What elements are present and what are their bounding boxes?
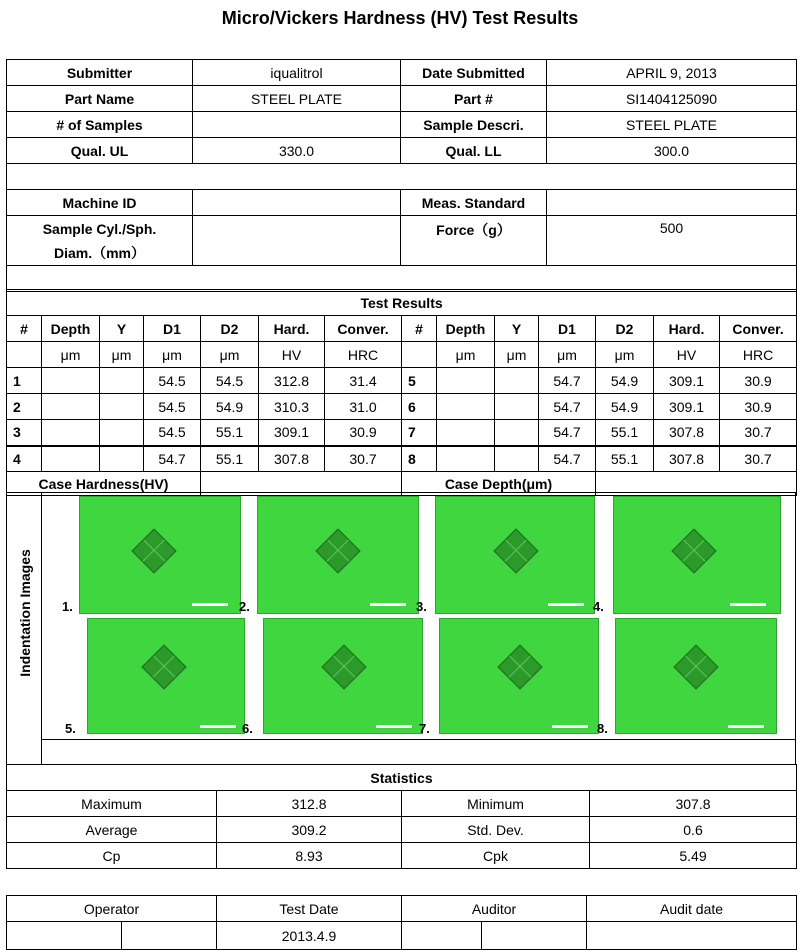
row-number: 1 bbox=[7, 368, 42, 394]
table-cell: 30.7 bbox=[325, 446, 402, 472]
table-row bbox=[7, 394, 797, 420]
sample-desc-value: STEEL PLATE bbox=[547, 112, 797, 138]
cpk-label: Cpk bbox=[402, 843, 590, 869]
indentation-mark bbox=[131, 528, 176, 573]
sample-desc-label: Sample Descri. bbox=[401, 112, 547, 138]
unit-cell: μm bbox=[201, 342, 259, 368]
indentation-mark bbox=[321, 644, 366, 689]
table-cell: 54.7 bbox=[539, 368, 596, 394]
table-cell: 30.9 bbox=[325, 420, 402, 446]
col-header: # bbox=[402, 316, 437, 342]
table-cell: 54.7 bbox=[539, 420, 596, 446]
operator-label: Operator bbox=[7, 896, 217, 922]
info-table bbox=[6, 59, 797, 292]
spacer-row bbox=[7, 266, 797, 292]
indentation-images-label: Indentation Images bbox=[17, 549, 33, 677]
cp-value: 8.93 bbox=[217, 843, 402, 869]
row-number: 4 bbox=[7, 446, 42, 472]
table-cell: 30.7 bbox=[720, 446, 797, 472]
unit-cell: HV bbox=[654, 342, 720, 368]
unit-cell: HRC bbox=[720, 342, 797, 368]
table-cell bbox=[437, 446, 495, 472]
scale-bar bbox=[728, 725, 764, 728]
qual-ll-label: Qual. LL bbox=[401, 138, 547, 164]
table-cell: 30.7 bbox=[720, 420, 797, 446]
auditor-value bbox=[402, 922, 482, 950]
unit-cell: μm bbox=[495, 342, 539, 368]
machine-id-value bbox=[193, 190, 401, 216]
row-number: 6 bbox=[402, 394, 437, 420]
diam-label bbox=[7, 216, 193, 266]
diam-label-line1: Sample Cyl./Sph. bbox=[42, 220, 157, 237]
part-no-label: Part # bbox=[401, 86, 547, 112]
table-cell: 54.9 bbox=[201, 394, 259, 420]
table-cell bbox=[437, 368, 495, 394]
table-cell: 54.9 bbox=[596, 394, 654, 420]
qual-ul-label: Qual. UL bbox=[7, 138, 193, 164]
cp-label: Cp bbox=[7, 843, 217, 869]
image-number: 1. bbox=[62, 599, 73, 614]
test-date-value: 2013.4.9 bbox=[217, 922, 402, 950]
scale-bar bbox=[730, 603, 766, 606]
indentation-image-8 bbox=[615, 618, 777, 734]
row-number: 5 bbox=[402, 368, 437, 394]
table-cell bbox=[42, 446, 100, 472]
table-cell: 307.8 bbox=[259, 446, 325, 472]
image-number: 5. bbox=[65, 721, 76, 736]
row-number: 3 bbox=[7, 420, 42, 446]
maximum-label: Maximum bbox=[7, 791, 217, 817]
table-cell: 309.1 bbox=[259, 420, 325, 446]
table-cell bbox=[42, 420, 100, 446]
indentation-image-7 bbox=[439, 618, 599, 734]
signoff-table bbox=[6, 895, 797, 950]
results-table bbox=[6, 289, 797, 496]
col-header: D2 bbox=[201, 316, 259, 342]
table-cell: 54.7 bbox=[144, 446, 201, 472]
col-header: Y bbox=[495, 316, 539, 342]
unit-cell: μm bbox=[144, 342, 201, 368]
table-cell bbox=[495, 394, 539, 420]
col-header: Hard. bbox=[259, 316, 325, 342]
operator-signature bbox=[122, 922, 217, 950]
submitter-value: iqualitrol bbox=[193, 60, 401, 86]
table-cell: 54.5 bbox=[144, 368, 201, 394]
image-number: 7. bbox=[419, 721, 430, 736]
statistics-heading: Statistics bbox=[7, 765, 797, 791]
audit-date-label: Audit date bbox=[587, 896, 797, 922]
auditor-label: Auditor bbox=[402, 896, 587, 922]
table-cell: 55.1 bbox=[596, 446, 654, 472]
indentation-image-5 bbox=[87, 618, 245, 734]
force-value: 500 bbox=[547, 216, 797, 266]
audit-date-value bbox=[587, 922, 797, 950]
unit-cell: μm bbox=[100, 342, 144, 368]
std-dev-label: Std. Dev. bbox=[402, 817, 590, 843]
table-cell: 54.7 bbox=[539, 446, 596, 472]
table-cell bbox=[42, 394, 100, 420]
table-cell: 30.9 bbox=[720, 368, 797, 394]
image-number: 8. bbox=[597, 721, 608, 736]
table-cell: 31.0 bbox=[325, 394, 402, 420]
col-header: D2 bbox=[596, 316, 654, 342]
table-cell: 54.7 bbox=[539, 394, 596, 420]
scale-bar bbox=[552, 725, 588, 728]
table-cell bbox=[495, 368, 539, 394]
part-name-value: STEEL PLATE bbox=[193, 86, 401, 112]
table-cell: 54.5 bbox=[144, 394, 201, 420]
table-cell bbox=[100, 394, 144, 420]
table-row bbox=[7, 420, 797, 446]
table-cell: 307.8 bbox=[654, 420, 720, 446]
table-cell bbox=[100, 420, 144, 446]
operator-value bbox=[7, 922, 122, 950]
table-cell: 55.1 bbox=[201, 420, 259, 446]
table-cell bbox=[100, 368, 144, 394]
auditor-signature bbox=[482, 922, 587, 950]
table-cell bbox=[495, 420, 539, 446]
table-cell bbox=[437, 420, 495, 446]
scale-bar bbox=[192, 603, 228, 606]
meas-standard-label: Meas. Standard bbox=[401, 190, 547, 216]
col-header: Conver. bbox=[325, 316, 402, 342]
diam-value bbox=[193, 216, 401, 266]
scale-bar bbox=[200, 725, 236, 728]
std-dev-value: 0.6 bbox=[590, 817, 797, 843]
col-header: # bbox=[7, 316, 42, 342]
table-cell: 31.4 bbox=[325, 368, 402, 394]
table-cell bbox=[495, 446, 539, 472]
table-cell bbox=[437, 394, 495, 420]
row-number: 2 bbox=[7, 394, 42, 420]
table-cell: 54.9 bbox=[596, 368, 654, 394]
col-header: Depth bbox=[437, 316, 495, 342]
statistics-table bbox=[6, 764, 797, 869]
unit-cell: HV bbox=[259, 342, 325, 368]
table-cell: 54.5 bbox=[201, 368, 259, 394]
table-cell: 312.8 bbox=[259, 368, 325, 394]
indentation-image-6 bbox=[263, 618, 423, 734]
part-no-value: SI1404125090 bbox=[547, 86, 797, 112]
scale-bar bbox=[370, 603, 406, 606]
indentation-mark bbox=[673, 644, 718, 689]
date-submitted-label: Date Submitted bbox=[401, 60, 547, 86]
indentation-mark bbox=[315, 528, 360, 573]
divider bbox=[41, 493, 42, 764]
col-header: D1 bbox=[539, 316, 596, 342]
average-value: 309.2 bbox=[217, 817, 402, 843]
table-cell: 310.3 bbox=[259, 394, 325, 420]
page-title: Micro/Vickers Hardness (HV) Test Results bbox=[221, 8, 579, 28]
table-cell bbox=[100, 446, 144, 472]
diam-label-line2: Diam.（mm） bbox=[53, 244, 146, 261]
case-hardness-label: Case Hardness(HV) bbox=[7, 472, 201, 496]
indentation-image-3 bbox=[435, 496, 595, 614]
table-row bbox=[7, 368, 797, 394]
col-header: Y bbox=[100, 316, 144, 342]
unit-cell bbox=[402, 342, 437, 368]
indentation-mark bbox=[141, 644, 186, 689]
cpk-value: 5.49 bbox=[590, 843, 797, 869]
col-header: Hard. bbox=[654, 316, 720, 342]
minimum-label: Minimum bbox=[402, 791, 590, 817]
table-cell: 30.9 bbox=[720, 394, 797, 420]
maximum-value: 312.8 bbox=[217, 791, 402, 817]
table-cell: 55.1 bbox=[596, 420, 654, 446]
table-cell: 309.1 bbox=[654, 368, 720, 394]
case-depth-label: Case Depth(μm) bbox=[402, 472, 596, 496]
indentation-mark bbox=[497, 644, 542, 689]
image-number: 3. bbox=[416, 599, 427, 614]
submitter-label: Submitter bbox=[7, 60, 193, 86]
col-header: D1 bbox=[144, 316, 201, 342]
unit-cell: μm bbox=[42, 342, 100, 368]
test-date-label: Test Date bbox=[217, 896, 402, 922]
indentation-image-4 bbox=[613, 496, 781, 614]
average-label: Average bbox=[7, 817, 217, 843]
part-name-label: Part Name bbox=[7, 86, 193, 112]
table-row bbox=[7, 446, 797, 472]
samples-value bbox=[193, 112, 401, 138]
table-cell: 309.1 bbox=[654, 394, 720, 420]
indentation-mark bbox=[493, 528, 538, 573]
table-cell: 307.8 bbox=[654, 446, 720, 472]
indentation-images-section bbox=[6, 492, 796, 765]
divider bbox=[42, 739, 795, 740]
unit-cell bbox=[7, 342, 42, 368]
row-number: 7 bbox=[402, 420, 437, 446]
samples-label: # of Samples bbox=[7, 112, 193, 138]
indentation-image-2 bbox=[257, 496, 419, 614]
unit-cell: HRC bbox=[325, 342, 402, 368]
image-number: 4. bbox=[593, 599, 604, 614]
machine-id-label: Machine ID bbox=[7, 190, 193, 216]
minimum-value: 307.8 bbox=[590, 791, 797, 817]
qual-ul-value: 330.0 bbox=[193, 138, 401, 164]
force-label: Force（g） bbox=[401, 216, 547, 266]
image-number: 6. bbox=[242, 721, 253, 736]
col-header: Conver. bbox=[720, 316, 797, 342]
qual-ll-value: 300.0 bbox=[547, 138, 797, 164]
table-cell: 55.1 bbox=[201, 446, 259, 472]
spacer-row bbox=[7, 164, 797, 190]
unit-cell: μm bbox=[437, 342, 495, 368]
col-header: Depth bbox=[42, 316, 100, 342]
table-cell bbox=[42, 368, 100, 394]
row-number: 8 bbox=[402, 446, 437, 472]
image-number: 2. bbox=[239, 599, 250, 614]
scale-bar bbox=[376, 725, 412, 728]
indentation-mark bbox=[671, 528, 716, 573]
unit-cell: μm bbox=[596, 342, 654, 368]
date-submitted-value: APRIL 9, 2013 bbox=[547, 60, 797, 86]
scale-bar bbox=[548, 603, 584, 606]
table-cell: 54.5 bbox=[144, 420, 201, 446]
unit-cell: μm bbox=[539, 342, 596, 368]
indentation-image-1 bbox=[79, 496, 241, 614]
results-heading: Test Results bbox=[7, 290, 797, 316]
meas-standard-value bbox=[547, 190, 797, 216]
